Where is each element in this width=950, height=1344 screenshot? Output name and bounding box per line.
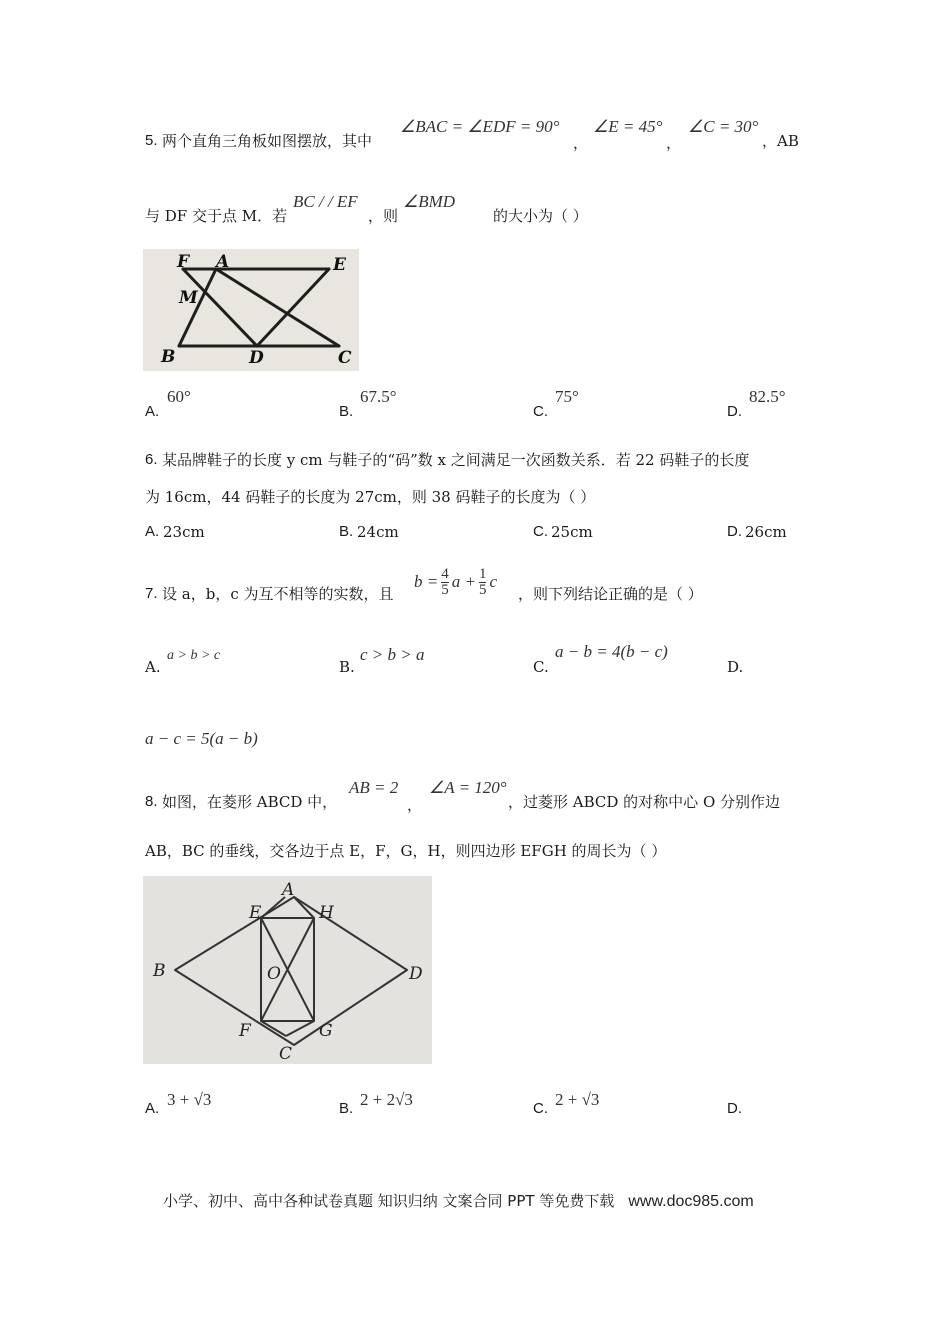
q8-option-c-value: 2 + √3 — [555, 1090, 600, 1109]
q7-option-d-letter: D. — [727, 658, 744, 676]
q7-eq-lhs: b = — [414, 572, 439, 591]
q7-option-a-letter: A. — [145, 658, 161, 676]
q7-fraction-1 — [441, 567, 449, 598]
q7-frac2-den: 5 — [478, 581, 487, 598]
q6-option-d-letter: D. — [727, 523, 742, 540]
q5-option-b-value: 67.5° — [360, 387, 397, 406]
q7-option-b-letter: B. — [339, 658, 355, 676]
q5-option-d-letter: D. — [727, 403, 742, 420]
q7-eq-mid: a + — [451, 572, 476, 591]
q5-text-3: 与 DF 交于点 M．若 — [145, 207, 288, 225]
q8-option-d-letter: D. — [727, 1100, 742, 1117]
label-o: O — [267, 964, 281, 984]
footer-text: 小学、初中、高中各种试卷真题 知识归纳 文案合同 PPT 等免费下载 — [163, 1192, 615, 1210]
q6-option-c-letter: C. — [533, 523, 548, 540]
q7-frac1-den: 5 — [441, 581, 449, 598]
q8-math-ab: AB = 2 — [349, 778, 399, 797]
q8-option-a-value: 3 + √3 — [167, 1090, 212, 1109]
q5-number: 5. — [145, 132, 158, 149]
label-b: B — [161, 347, 176, 367]
label-b: B — [153, 961, 166, 981]
q7-equation — [414, 558, 497, 606]
q5-text-1: 两个直角三角板如图摆放，其中 — [162, 132, 373, 150]
label-d: D — [409, 964, 423, 984]
q5-math-angles: ∠BAC = ∠EDF = 90° — [400, 117, 560, 136]
label-e: E — [333, 255, 346, 275]
q8-rhombus-diagram — [143, 876, 432, 1064]
q5-triangles-diagram — [143, 249, 359, 371]
q5-text-4: ，则 — [368, 207, 399, 225]
q5-option-d-value: 82.5° — [749, 387, 786, 406]
q5-option-c-letter: C. — [533, 403, 548, 420]
q8-number: 8. — [145, 793, 158, 810]
q6-option-b-letter: B. — [339, 523, 354, 540]
q5-option-c-value: 75° — [555, 387, 579, 406]
q7-option-b-value: c > b > a — [360, 645, 425, 664]
q5-figure — [143, 249, 359, 371]
q8-option-c-letter: C. — [533, 1100, 548, 1117]
q7-option-a-value: a > b > c — [167, 648, 221, 663]
q6-option-c-value: 25cm — [551, 523, 593, 541]
q8-figure — [143, 876, 432, 1064]
q6-number: 6. — [145, 451, 158, 468]
label-c: C — [338, 348, 352, 368]
label-m: M — [179, 288, 198, 308]
footer-url[interactable]: www.doc985.com — [628, 1193, 754, 1210]
page-footer — [163, 1190, 754, 1211]
q7-fraction-2 — [479, 567, 487, 598]
label-f: F — [177, 252, 190, 272]
q8-option-a-letter: A. — [145, 1100, 160, 1117]
q8-text-2: ，过菱形 ABCD 的对称中心 O 分别作边 — [508, 793, 781, 811]
q5-sep-1: ， — [573, 134, 589, 152]
q5-text-5: 的大小为（ ） — [493, 207, 588, 225]
q5-option-a-letter: A. — [145, 403, 160, 420]
label-f: F — [239, 1021, 251, 1041]
q7-option-d-value: a − c = 5(a − b) — [145, 729, 258, 748]
q8-line-2: AB，BC 的垂线，交各边于点 E，F，G，H，则四边形 EFGH 的周长为（ ） — [145, 842, 667, 860]
label-e: E — [249, 903, 262, 923]
q7-option-c-value: a − b = 4(b − c) — [555, 642, 668, 661]
q5-sep-2: ， — [666, 134, 682, 152]
q5-text-2: ，AB — [762, 132, 799, 150]
q8-option-b-value: 2 + 2√3 — [360, 1090, 413, 1109]
q7-number: 7. — [145, 585, 158, 602]
q7-frac1-num: 4 — [441, 565, 449, 582]
label-h: H — [319, 903, 334, 923]
line-fc — [261, 1021, 286, 1036]
q6-line-1: 某品牌鞋子的长度 y cm 与鞋子的“码”数 x 之间满足一次函数关系．若 22 码鞋子的长度 — [162, 451, 750, 469]
rhombus-abcd — [175, 897, 407, 1045]
q6-option-a-value: 23cm — [163, 523, 205, 541]
q8-text-1: 如图，在菱形 ABCD 中， — [162, 793, 338, 811]
line-ac — [216, 269, 339, 346]
q5-math-parallel: BC / / EF — [293, 192, 358, 211]
q6-option-a-letter: A. — [145, 523, 160, 540]
q5-option-b-letter: B. — [339, 403, 354, 420]
label-c: C — [279, 1044, 293, 1064]
q7-eq-end: c — [489, 572, 498, 591]
q5-math-c: ∠C = 30° — [688, 117, 759, 136]
q7-text-2: ，则下列结论正确的是（ ） — [518, 585, 703, 603]
label-a: A — [282, 880, 295, 900]
q5-math-e: ∠E = 45° — [593, 117, 663, 136]
q8-math-angle-a: ∠A = 120° — [429, 778, 507, 797]
q7-text-1: 设 a，b，c 为互不相等的实数，且 — [162, 585, 394, 603]
q5-math-bmd: ∠BMD — [403, 192, 456, 211]
q8-sep-1: ， — [407, 796, 423, 814]
line-ae — [261, 897, 285, 918]
q7-option-c-letter: C. — [533, 658, 549, 676]
q6-line-2: 为 16cm，44 码鞋子的长度为 27cm，则 38 码鞋子的长度为（ ） — [145, 488, 596, 506]
q5-option-a-value: 60° — [167, 387, 191, 406]
label-d: D — [249, 348, 264, 368]
q6-option-b-value: 24cm — [357, 523, 399, 541]
label-a: A — [216, 252, 230, 272]
q6-option-d-value: 26cm — [745, 523, 787, 541]
label-g: G — [319, 1021, 333, 1041]
q8-option-b-letter: B. — [339, 1100, 354, 1117]
q7-frac2-num: 1 — [478, 565, 487, 582]
